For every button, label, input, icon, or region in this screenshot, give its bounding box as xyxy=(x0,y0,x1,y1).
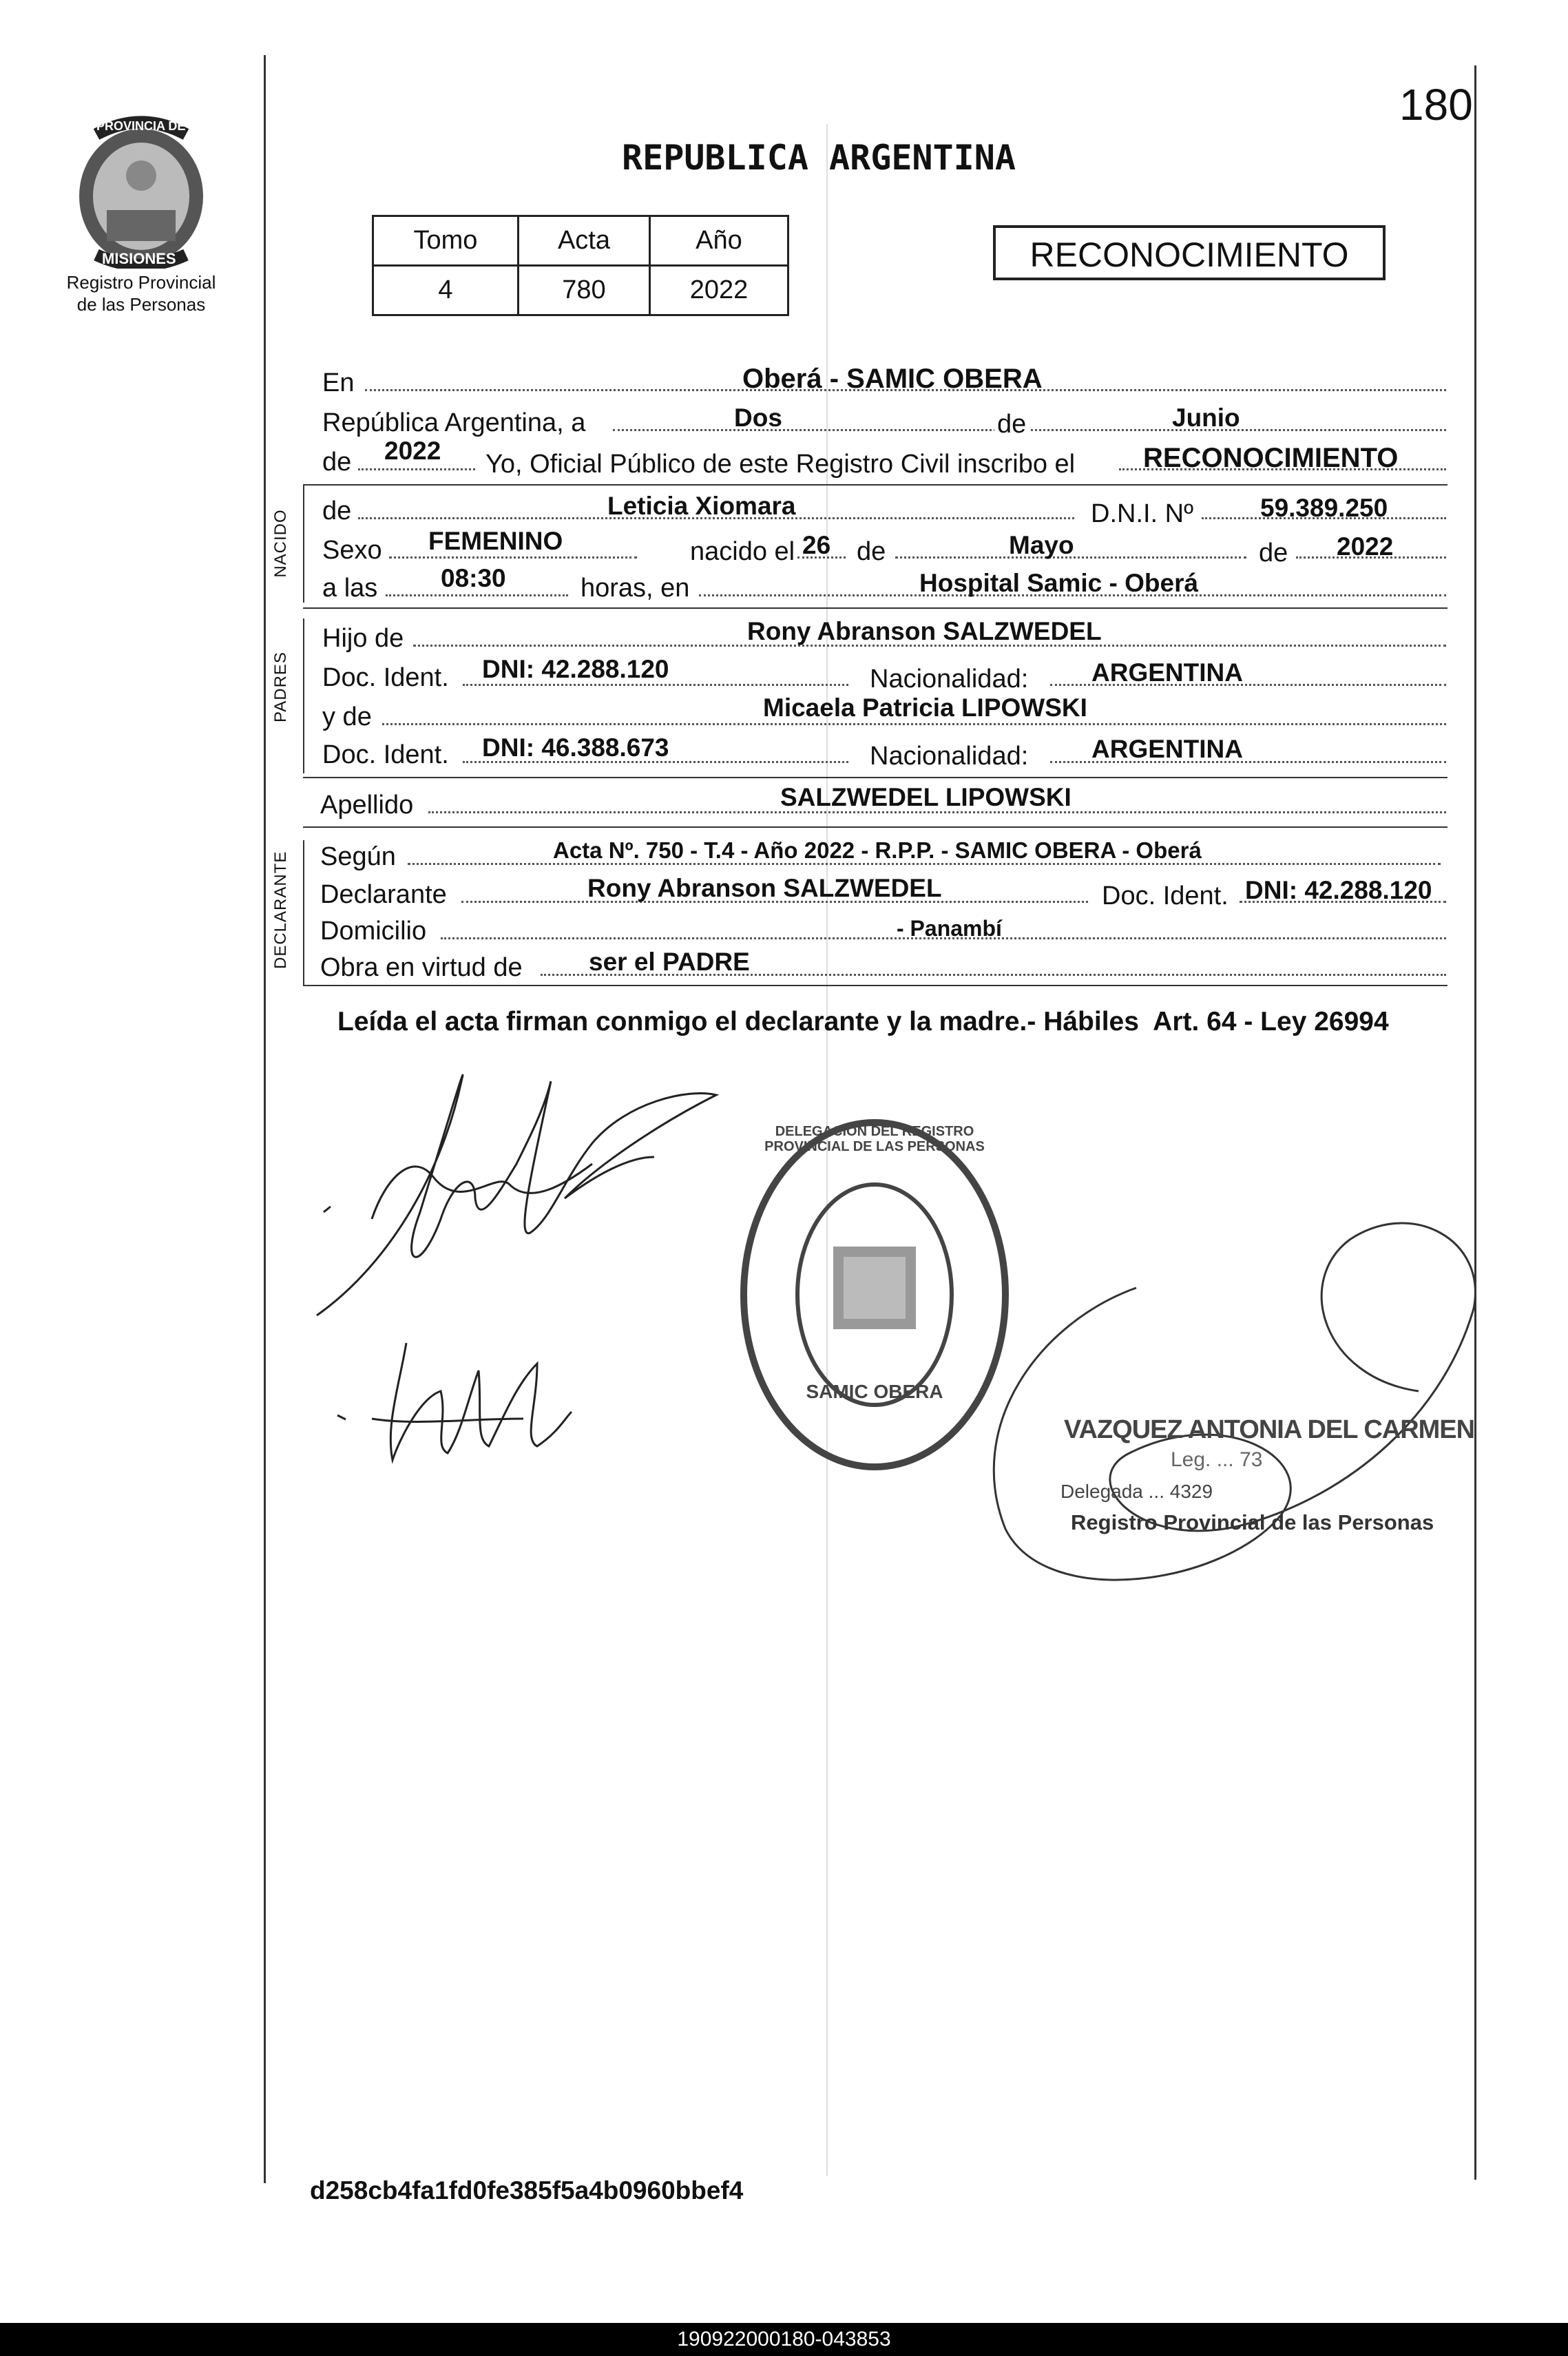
segun-value: Acta Nº. 750 - T.4 - Año 2022 - R.P.P. - SAMIC OBERA - Oberá xyxy=(553,837,1202,863)
birth-place-value: Hospital Samic - Oberá xyxy=(919,569,1199,597)
page-number: 180 xyxy=(1399,80,1473,129)
dotted-line xyxy=(408,863,1441,865)
obra-label: Obra en virtud de xyxy=(320,953,523,982)
stamp-ring-text: DELEGACION DEL REGISTRO PROVINCIAL DE LAS PERSONAS xyxy=(764,1124,985,1154)
a-las-label: a las xyxy=(322,574,378,603)
section-declarante-label: DECLARANTE xyxy=(271,851,290,969)
domicilio-value: - Panambí xyxy=(897,916,1002,941)
seal-top-text: PROVINCIA DE xyxy=(96,119,186,133)
declarant-signature xyxy=(303,1040,730,1350)
table-value-anio: 2022 xyxy=(649,266,788,315)
en-label: En xyxy=(322,368,355,397)
republica-label: República Argentina, a xyxy=(322,408,586,437)
nacido-el-label: nacido el xyxy=(690,537,795,566)
dotted-line xyxy=(389,556,637,559)
separator xyxy=(303,826,1447,828)
closing-text: Leída el acta firman conmigo el declarante y la madre.- Hábiles Art. 64 - Ley 26994 xyxy=(337,1007,1389,1036)
logo-caption-2: de las Personas xyxy=(76,294,206,315)
doc-ident-label: Doc. Ident. xyxy=(322,663,449,692)
separator xyxy=(303,607,1447,609)
de-label: de xyxy=(994,411,1029,437)
y-de-label: y de xyxy=(322,702,372,731)
official-line-3: Delegada ... 4329 xyxy=(1060,1481,1213,1502)
table-header-acta: Acta xyxy=(518,216,649,266)
father-dni-value: DNI: 42.288.120 xyxy=(482,655,669,683)
right-margin-line xyxy=(1474,65,1476,2180)
separator xyxy=(303,484,1447,486)
tomo-acta-table xyxy=(372,215,789,316)
sexo-value: FEMENINO xyxy=(428,527,563,555)
section-bracket xyxy=(303,486,304,603)
horas-label: horas, en xyxy=(581,574,690,603)
declarante-dni-value: DNI: 42.288.120 xyxy=(1245,876,1432,904)
table-header-tomo: Tomo xyxy=(373,216,519,266)
month-value: Junio xyxy=(1172,404,1240,432)
birth-month-value: Mayo xyxy=(1009,531,1074,559)
mother-signature xyxy=(331,1315,578,1474)
hijo-de-label: Hijo de xyxy=(322,624,404,653)
logo-caption-1: Registro Provincial xyxy=(66,272,216,293)
father-nationality-value: ARGENTINA xyxy=(1091,658,1243,687)
day-value: Dos xyxy=(734,404,782,432)
mother-dni-value: DNI: 46.388.673 xyxy=(482,733,669,762)
declarante-label: Declarante xyxy=(320,880,447,909)
nacionalidad-label: Nacionalidad: xyxy=(870,665,1029,694)
dotted-line xyxy=(382,723,1446,725)
birth-time-value: 08:30 xyxy=(441,564,506,592)
father-name-value: Rony Abranson SALZWEDEL xyxy=(747,617,1102,645)
dotted-line xyxy=(386,594,568,596)
mother-nationality-value: ARGENTINA xyxy=(1091,735,1243,763)
stamp-center-text: SAMIC OBERA xyxy=(806,1381,943,1402)
footer-bar xyxy=(0,2323,1568,2356)
doc-ident-label: Doc. Ident. xyxy=(1102,882,1229,910)
domicilio-label: Domicilio xyxy=(320,917,427,946)
section-bracket xyxy=(303,618,304,773)
official-name: VAZQUEZ ANTONIA DEL CARMEN xyxy=(1064,1415,1475,1444)
segun-label: Según xyxy=(320,842,396,871)
child-dni-value: 59.389.250 xyxy=(1260,494,1388,522)
birth-day-value: 26 xyxy=(802,531,831,559)
surname-value: SALZWEDEL LIPOWSKI xyxy=(780,783,1072,811)
obra-value: ser el PADRE xyxy=(589,948,750,976)
de-name-label: de xyxy=(322,497,352,525)
section-padres-label: PADRES xyxy=(271,651,290,722)
dotted-line xyxy=(428,811,1446,813)
official-line-2: Leg. ... 73 xyxy=(1171,1448,1263,1471)
footer-code: 190922000180-043853 xyxy=(677,2328,891,2350)
document-hash: d258cb4fa1fd0fe385f5a4b0960bbef4 xyxy=(310,2176,744,2204)
de-year-label: de xyxy=(322,448,352,477)
inscribo-text: Yo, Oficial Público de este Registro Civil inscribo el xyxy=(485,450,1076,479)
apellido-label: Apellido xyxy=(320,791,414,820)
en-value: Oberá - SAMIC OBERA xyxy=(742,364,1043,394)
de-label: de xyxy=(1259,539,1288,567)
section-bracket xyxy=(303,840,304,985)
de-label: de xyxy=(857,537,886,566)
birth-year-value: 2022 xyxy=(1337,532,1394,561)
dni-label: D.N.I. Nº xyxy=(1091,499,1193,528)
separator xyxy=(303,985,1447,986)
act-type-box: RECONOCIMIENTO xyxy=(993,225,1386,280)
year-value: 2022 xyxy=(384,437,441,465)
inscribo-value: RECONOCIMIENTO xyxy=(1143,443,1399,473)
page-title: REPUBLICA ARGENTINA xyxy=(622,138,1016,178)
province-seal-logo xyxy=(69,114,213,269)
official-signature xyxy=(964,1198,1487,1625)
dotted-line xyxy=(358,468,475,470)
declarante-name-value: Rony Abranson SALZWEDEL xyxy=(587,874,942,902)
table-value-acta: 780 xyxy=(518,266,649,315)
dotted-line xyxy=(463,684,848,686)
nacionalidad-label: Nacionalidad: xyxy=(870,742,1029,771)
table-value-tomo: 4 xyxy=(373,266,519,315)
sexo-label: Sexo xyxy=(322,536,382,565)
section-nacido-label: NACIDO xyxy=(271,509,290,578)
official-line-4: Registro Provincial de las Personas xyxy=(1071,1510,1434,1534)
mother-name-value: Micaela Patricia LIPOWSKI xyxy=(763,694,1087,722)
left-margin-line xyxy=(264,55,266,2183)
seal-bottom-text: MISIONES xyxy=(102,250,176,267)
doc-ident-label: Doc. Ident. xyxy=(322,740,449,769)
table-header-anio: Año xyxy=(649,216,788,266)
child-name-value: Leticia Xiomara xyxy=(607,492,796,520)
separator xyxy=(303,777,1447,778)
